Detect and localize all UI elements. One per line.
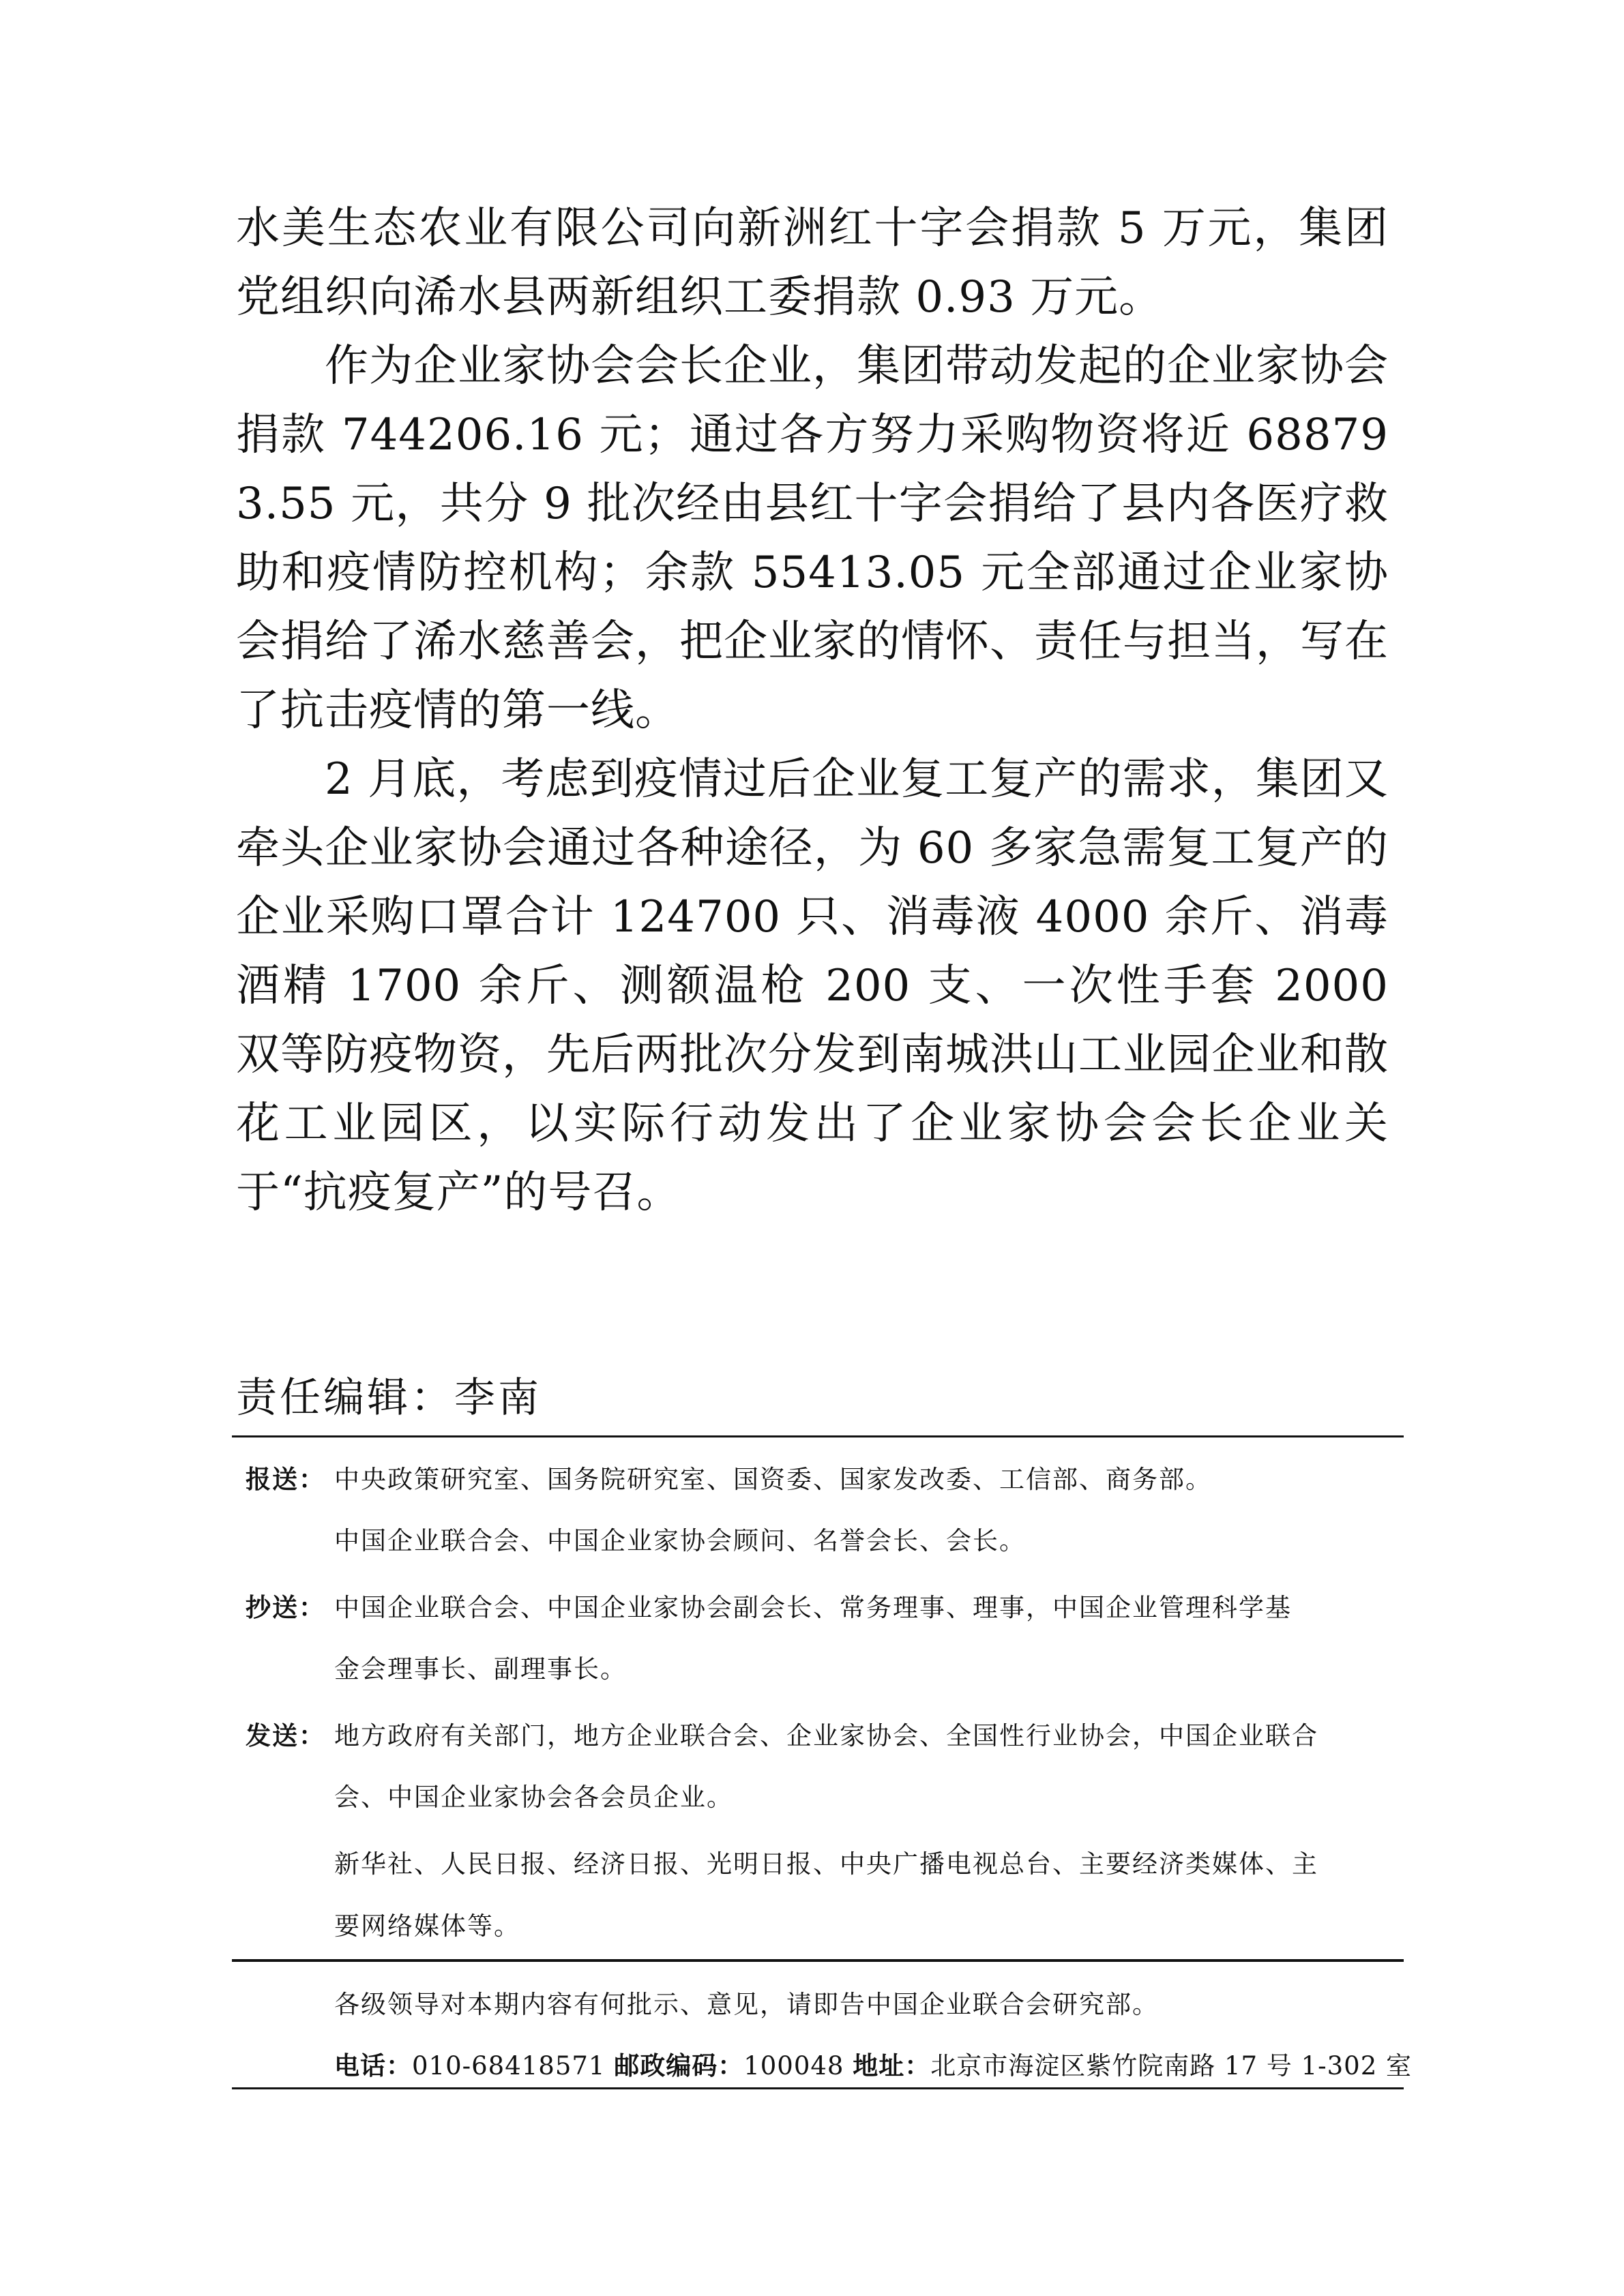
paragraph-3: 2 月底，考虑到疫情过后企业复工复产的需求，集团又牵头企业家协会通过各种途径，为 60 多家急需复工复产的企业采购口罩合计 124700 只、消毒液 4000 余斤、消毒酒精 1700 余斤、测额温枪 200 支、一次性手套 2000 双等防疫物资，先后两批次分发到南城洪山工业园企业和散花工业园区，以实际行动发出了企业家协会会长企业关于“抗疫复产”的号召。 [236, 754, 1389, 1218]
postcode: 100048 [743, 2051, 844, 2081]
copy-to-line-1 [246, 1591, 1398, 1625]
send-to-label: 发送： [246, 1721, 325, 1750]
send-to-line-1 [246, 1719, 1398, 1753]
footer-note: 各级领导对本期内容有何批示、意见，请即告中国企业联合会研究部。 [334, 1990, 1159, 2019]
postcode-label: 邮政编码： [614, 2051, 744, 2081]
contact-info [334, 2049, 1412, 2083]
responsible-editor: 责任编辑：李南 [236, 1374, 542, 1422]
copy-to-label: 抄送： [246, 1593, 325, 1622]
report-to-line-1 [246, 1463, 1398, 1497]
copy-to-text-1: 中国企业联合会、中国企业家协会副会长、常务理事、理事，中国企业管理科学基 [334, 1593, 1292, 1622]
copy-to-text-2: 金会理事长、副理事长。 [334, 1654, 627, 1684]
divider-bottom [232, 2087, 1404, 2089]
report-to-text-2: 中国企业联合会、中国企业家协会顾问、名誉会长、会长。 [334, 1526, 1026, 1555]
paragraph-1: 水美生态农业有限公司向新洲红十字会捐款 5 万元，集团党组织向浠水县两新组织工委捐款 0.93 万元。 [236, 203, 1389, 323]
report-to-text-1: 中央政策研究室、国务院研究室、国资委、国家发改委、工信部、商务部。 [334, 1465, 1212, 1494]
phone-label: 电话： [334, 2051, 412, 2081]
send-to-text-4: 要网络媒体等。 [334, 1911, 520, 1941]
send-to-text-2: 会、中国企业家协会各会员企业。 [334, 1783, 733, 1812]
address-label: 地址： [853, 2051, 931, 2081]
phone-number: 010-68418571 [412, 2051, 606, 2081]
divider-middle [232, 1959, 1404, 1962]
divider-top [232, 1435, 1404, 1437]
report-to-label: 报送： [246, 1465, 325, 1494]
send-to-text-3: 新华社、人民日报、经济日报、光明日报、中央广播电视总台、主要经济类媒体、主 [334, 1849, 1318, 1879]
send-to-text-1: 地方政府有关部门，地方企业联合会、企业家协会、全国性行业协会，中国企业联合 [334, 1721, 1318, 1750]
article-body [236, 194, 1389, 1227]
paragraph-2: 作为企业家协会会长企业，集团带动发起的企业家协会捐款 744206.16 元；通过各方努力采购物资将近 688793.55 元，共分 9 批次经由县红十字会捐给了县内各医疗救助和疫情防控机构；余款 55413.05 元全部通过企业家协会捐给了浠水慈善会，把企业家的情怀、责任与担当，写在了抗击疫情的第一线。 [236, 341, 1389, 736]
address: 北京市海淀区紫竹院南路 17 号 1-302 室 [930, 2051, 1413, 2081]
